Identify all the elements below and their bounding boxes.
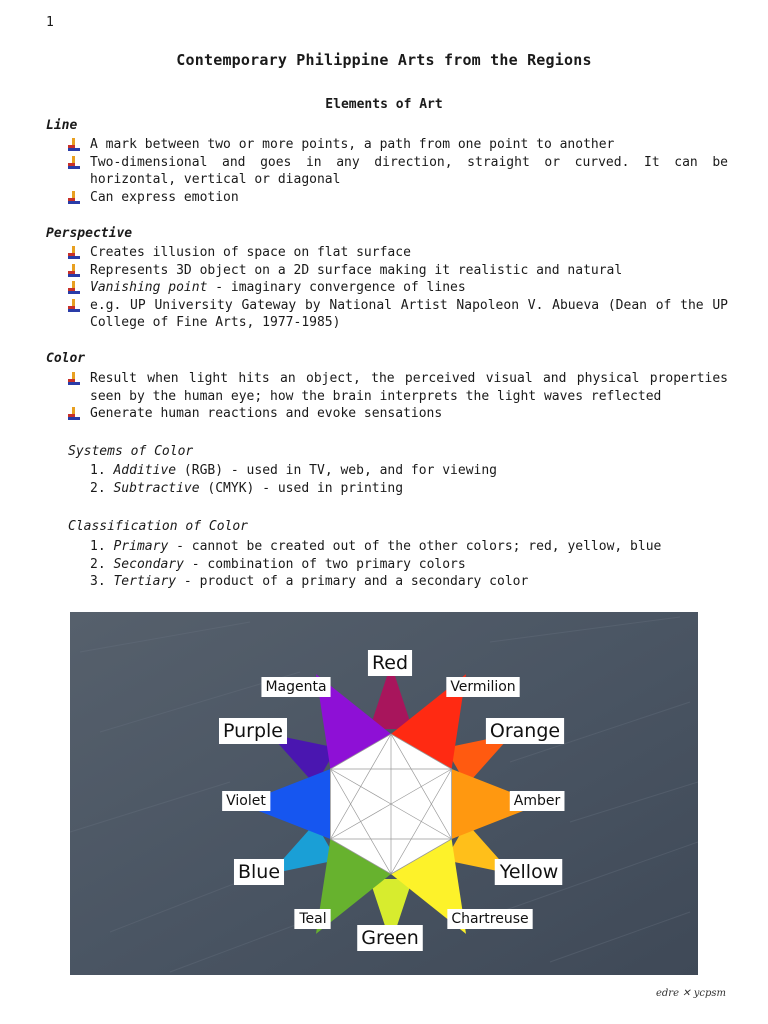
list-item: Two-dimensional and goes in any direction, straight or curved. It can be horizontal, vertical or diagonal xyxy=(68,154,728,189)
svg-text:Teal: Teal xyxy=(299,911,327,927)
svg-text:Amber: Amber xyxy=(513,793,561,809)
list-item: 2. Secondary - combination of two primary colors xyxy=(90,556,466,572)
bullet-icon xyxy=(68,191,80,204)
list-item: Creates illusion of space on flat surface xyxy=(68,244,728,262)
list-item: Represents 3D object on a 2D surface making it realistic and natural xyxy=(68,262,728,280)
perspective-bullets xyxy=(68,244,728,332)
term-vanishing-point: Vanishing point xyxy=(90,280,208,295)
classification-list xyxy=(90,538,730,591)
label-orange xyxy=(486,718,564,744)
list-item: 3. Tertiary - product of a primary and a secondary color xyxy=(90,574,529,589)
svg-text:Vermilion: Vermilion xyxy=(450,679,516,695)
page-number: 1 xyxy=(46,15,54,30)
label-blue xyxy=(234,859,284,885)
bullet-icon xyxy=(68,156,80,169)
list-item: Generate human reactions and evoke sensations xyxy=(68,405,728,423)
bullet-icon xyxy=(68,372,80,385)
svg-text:Orange: Orange xyxy=(489,720,561,742)
svg-text:Green: Green xyxy=(361,927,419,949)
color-bullets xyxy=(68,370,728,423)
heading-perspective: Perspective xyxy=(46,226,133,241)
list-item: e.g. UP University Gateway by National Artist Napoleon V. Abueva (Dean of the UP College of Fine Arts, 1977-1985) xyxy=(68,297,728,332)
color-wheel-svg xyxy=(70,612,698,975)
label-red xyxy=(368,650,412,676)
bullet-icon xyxy=(68,264,80,277)
label-vermilion xyxy=(446,677,519,697)
list-item: A mark between two or more points, a path from one point to another xyxy=(68,136,728,154)
list-item: 1. Primary - cannot be created out of the other colors; red, yellow, blue xyxy=(90,539,662,554)
svg-text:Yellow: Yellow xyxy=(499,861,559,883)
label-teal xyxy=(294,909,330,929)
svg-text:Chartreuse: Chartreuse xyxy=(451,911,529,927)
label-yellow xyxy=(495,859,563,885)
label-purple xyxy=(219,718,287,744)
heading-color: Color xyxy=(46,351,86,366)
label-amber xyxy=(510,791,565,811)
label-magenta xyxy=(261,677,330,697)
list-item: Vanishing point - imaginary convergence of lines xyxy=(68,279,728,297)
bullet-icon xyxy=(68,407,80,420)
section-title: Elements of Art xyxy=(325,97,443,112)
heading-line: Line xyxy=(46,118,78,133)
line-bullets xyxy=(68,136,728,206)
list-item: 1. Additive (RGB) - used in TV, web, and for viewing xyxy=(90,463,498,478)
bullet-icon xyxy=(68,299,80,312)
signature: edre ✕ ycpsm xyxy=(655,988,726,999)
bullet-icon xyxy=(68,281,80,294)
heading-classification-of-color: Classification of Color xyxy=(68,519,249,534)
svg-text:Magenta: Magenta xyxy=(265,679,327,695)
document-title: Contemporary Philippine Arts from the Regions xyxy=(176,51,592,69)
label-chartreuse xyxy=(447,909,532,929)
label-green xyxy=(357,925,423,951)
color-wheel-image xyxy=(70,612,698,975)
svg-text:Red: Red xyxy=(371,652,409,674)
list-item: Result when light hits an object, the perceived visual and physical properties seen by the human eye; how the brain interprets the light waves reflected xyxy=(68,370,728,405)
svg-text:Blue: Blue xyxy=(237,861,281,883)
systems-list xyxy=(90,462,730,497)
bullet-icon xyxy=(68,246,80,259)
heading-systems-of-color: Systems of Color xyxy=(68,444,194,459)
bullet-icon xyxy=(68,138,80,151)
label-violet xyxy=(222,791,270,811)
list-item: Can express emotion xyxy=(68,189,728,207)
svg-text:Purple: Purple xyxy=(222,720,284,742)
svg-text:Violet: Violet xyxy=(226,793,266,809)
list-item: 2. Subtractive (CMYK) - used in printing xyxy=(90,480,404,496)
